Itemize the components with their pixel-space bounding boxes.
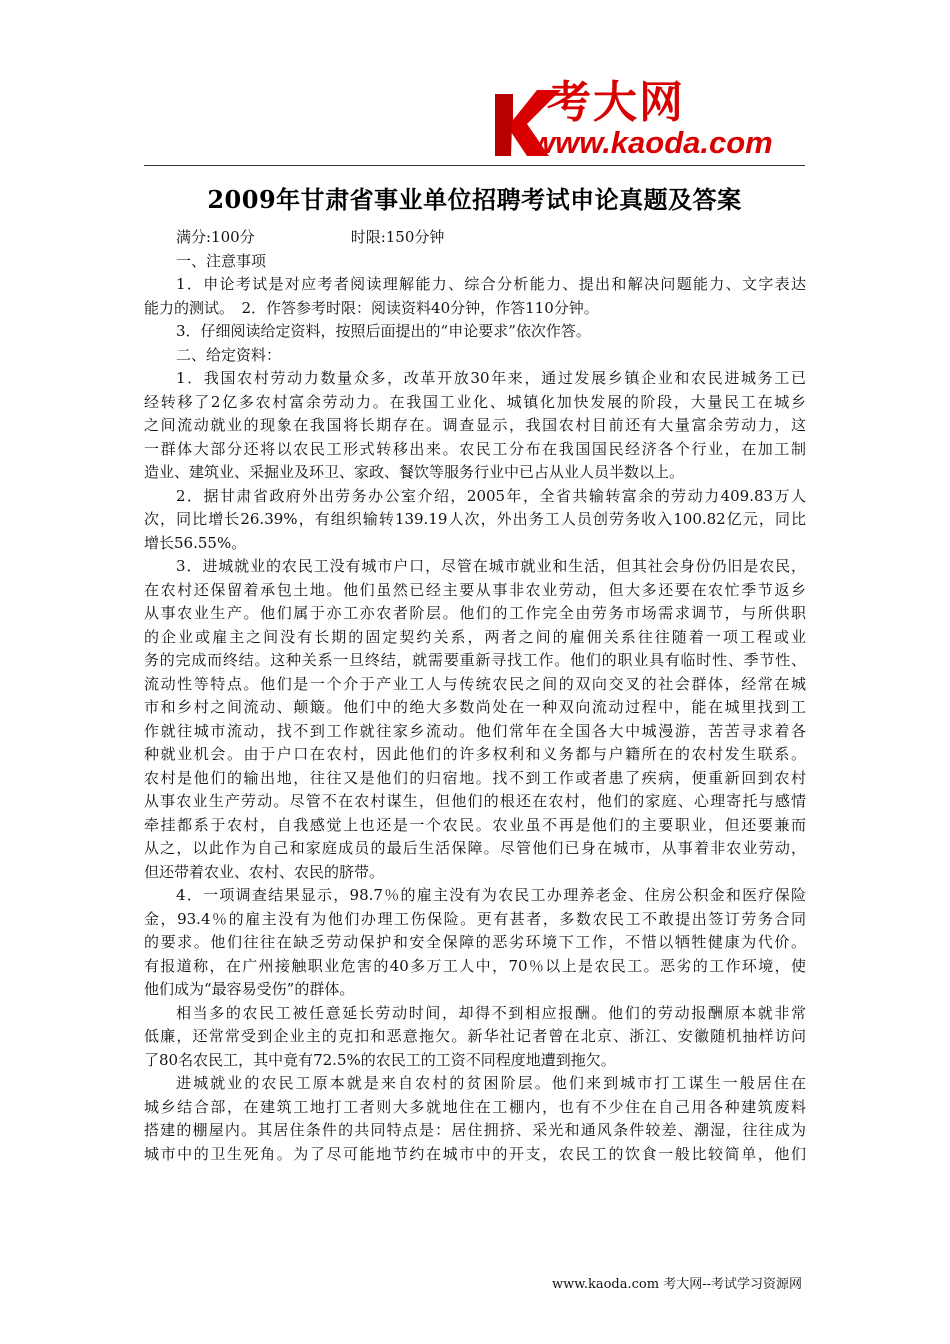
text-line: 1．我国农村劳动力数量众多，改革开放30年来，通过发展乡镇企业和农民进城务工已 — [176, 369, 806, 387]
text-line: 作就往城市流动，找不到工作就往家乡流动。他们常年在全国各大中城漫游，苦苦寻求着各 — [144, 721, 806, 740]
text-line: 3．仔细阅读给定资料，按照后面提出的“申论要求”依次作答。 — [176, 322, 591, 340]
text-line: 在农村还保留着承包土地。他们虽然已经主要从事非农业劳动，但大多还要在农忙季节返乡 — [144, 580, 806, 599]
text-line: 有报道称，在广州接触职业危害的40多万工人中，70％以上是农民工。恶劣的工作环境，使 — [144, 956, 806, 975]
text-line: 低廉，还常常受到企业主的克扣和恶意拖欠。新华社记者曾在北京、浙江、安徽随机抽样访问 — [144, 1027, 806, 1045]
text-line: 种就业机会。由于户口在农村，因此他们的许多权利和义务都与户籍所在的农村发生联系。 — [144, 745, 806, 763]
text-line: 增长56.55%。 — [144, 533, 247, 552]
text-line: 从之，以此作为自己和家庭成员的最后生活保障。尽管他们已身在城市，从事着非农业劳动， — [144, 839, 806, 857]
text-line: 市和乡村之间流动、颠簸。他们中的绝大多数尚处在一种双向流动过程中，能在城里找到工 — [144, 698, 806, 716]
text-line: 造业、建筑业、采掘业及环卫、家政、餐饮等服务行业中已占从业人员半数以上。 — [144, 463, 685, 481]
text-line: 城市中的卫生死角。为了尽可能地节约在城市中的开支，农民工的饮食一般比较简单，他们 — [144, 1144, 806, 1163]
logo-url: www.kaoda.com — [531, 125, 773, 160]
text-line: 城乡结合部，在建筑工地打工者则大多就地住在工棚内，也有不少住在自己用各种建筑废料 — [144, 1097, 806, 1116]
text-line: 牵挂都系于农村，自我感觉上也还是一个农民。农业虽不再是他们的主要职业，但还要兼而 — [144, 815, 806, 834]
text-line: 相当多的农民工被任意延长劳动时间，却得不到相应报酬。他们的劳动报酬原本就非常 — [176, 1003, 806, 1022]
text-line: 了80名农民工，其中竟有72.5%的农民工的工资不同程度地遭到拖欠。 — [144, 1050, 616, 1069]
page-footer: www.kaoda.com 考大网--考试学习资源网 — [552, 1277, 802, 1292]
text-line: 二、给定资料： — [176, 345, 282, 364]
kaoda-logo[interactable] — [487, 78, 812, 160]
time-limit: 时限:150分钟 — [350, 228, 445, 246]
text-line: 经转移了2亿多农村富余劳动力。在我国工业化、城镇化加快发展的阶段，大量民工在城乡 — [144, 392, 806, 411]
text-line: 他们成为“最容易受伤”的群体。 — [144, 980, 355, 998]
full-score: 满分:100分 — [176, 228, 255, 246]
text-line: 流动性等特点。他们是一个介于产业工人与传统农民之间的双向交叉的社会群体，经常在城 — [144, 674, 806, 693]
header-divider — [144, 165, 805, 166]
text-line: 一群体大部分还将以农民工形式转移出来。农民工分布在我国国民经济各个行业，在加工制 — [144, 439, 806, 458]
text-line: 一、注意事项 — [176, 251, 267, 270]
text-line: 能力的测试。 2．作答参考时限：阅读资料40分钟，作答110分钟。 — [144, 298, 599, 317]
text-line: 农村是他们的输出地，往往又是他们的归宿地。找不到工作或者患了疾病，便重新回到农村 — [144, 768, 806, 787]
text-line: 但还带着农业、农村、农民的脐带。 — [144, 862, 385, 881]
exam-meta — [144, 226, 806, 250]
text-line: 之间流动就业的现象在我国将长期存在。调查显示，我国农村目前还有大量富余劳动力，这 — [144, 416, 806, 434]
logo-chinese-name: 考大网 — [547, 77, 685, 128]
text-line: 金，93.4％的雇主没有为他们办理工伤保险。更有甚者，多数农民工不敢提出签订劳务合同 — [144, 909, 806, 928]
text-line: 次，同比增长26.39%，有组织输转139.19人次，外出务工人员创劳务收入100.82亿元，同比 — [144, 510, 806, 528]
document-title: 2009年甘肃省事业单位招聘考试申论真题及答案 — [207, 185, 742, 214]
text-line: 4．一项调查结果显示，98.7％的雇主没有为农民工办理养老金、住房公积金和医疗保险 — [176, 886, 806, 904]
text-line: 的企业或雇主之间没有长期的固定契约关系，两者之间的雇佣关系往往随着一项工程或业 — [144, 627, 806, 646]
text-line: 从事农业生产劳动。尽管不在农村谋生，但他们的根还在农村，他们的家庭、心理寄托与感情 — [144, 792, 806, 810]
text-line: 的要求。他们往往在缺乏劳动保护和安全保障的恶劣环境下工作，不惜以牺牲健康为代价。 — [144, 933, 806, 951]
text-line: 1．申论考试是对应考者阅读理解能力、综合分析能力、提出和解决问题能力、文字表达 — [176, 275, 806, 293]
text-line: 2．据甘肃省政府外出劳务办公室介绍，2005年，全省共输转富余的劳动力409.83万人 — [176, 486, 806, 505]
text-line: 进城就业的农民工原本就是来自农村的贫困阶层。他们来到城市打工谋生一般居住在 — [176, 1074, 806, 1092]
text-line: 务的完成而终结。这种关系一旦终结，就需要重新寻找工作。他们的职业具有临时性、季节性、 — [144, 651, 806, 669]
text-line: 3．进城就业的农民工没有城市户口，尽管在城市就业和生活，但其社会身份仍旧是农民， — [176, 557, 806, 575]
text-line: 从事农业生产。他们属于亦工亦农者阶层。他们的工作完全由劳务市场需求调节，与所供职 — [144, 604, 806, 622]
document-body — [144, 226, 806, 1166]
text-line: 搭建的棚屋内。其居住条件的共同特点是：居住拥挤、采光和通风条件较差、潮湿，往往成为 — [144, 1121, 806, 1139]
